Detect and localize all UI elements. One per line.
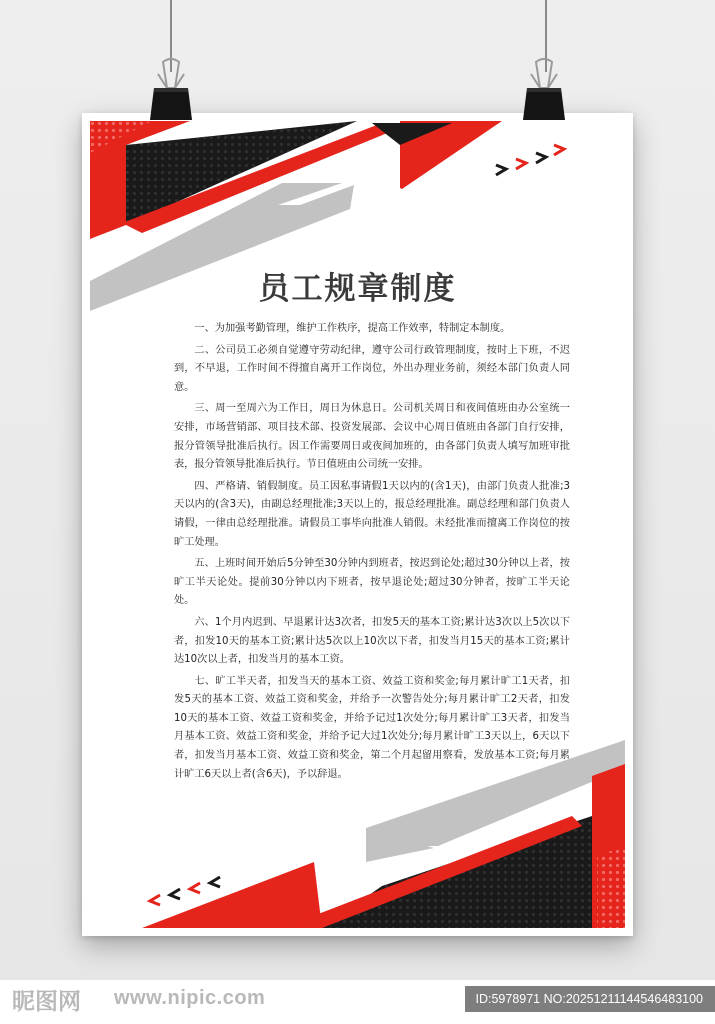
regulation-text (174, 320, 570, 787)
binder-clip-left-icon (148, 58, 194, 120)
paragraph-4: 四、严格请、销假制度。员工因私事请假1天以内的(含1天)，由部门负责人批准;3天以内的(含3天)，由副总经理批准;3天以上的，报总经理批准。副总经理和部门负责人请假，一律由总经理批准。请假员工事毕向批准人销假。未经批准而擅离工作岗位的按旷工处理。 (174, 480, 570, 548)
paragraph-7: 七、旷工半天者，扣发当天的基本工资、效益工资和奖金;每月累计旷工1天者，扣发5天的基本工资、效益工资和奖金，并给予一次警告处分;每月累计旷工2天者，扣发10天的基本工资、效益工资和奖金，并给予记过1次处分;每月累计旷工3天者，扣发当月基本工资、效益工资和奖金，并给予记大过1次处分;每月累计旷工3天以上，6天以下者，扣发当月基本工资、效益工资和奖金，第二个月起留用察看，发放基本工资;每月累计旷工6天以上者(含6天)，予以辞退。 (174, 675, 570, 780)
paragraph-1: 一、为加强考勤管理，维护工作秩序，提高工作效率，特制定本制度。 (194, 323, 511, 334)
watermark-id: ID:5978971 NO:20251211144546483100 (465, 986, 715, 1012)
chevron-arrows-right-icon (492, 139, 572, 179)
paragraph-3: 三、周一至周六为工作日，周日为休息日。公司机关周日和夜间值班由办公室统一安排，市场营销部、项目技术部、投资发展部、会议中心周日值班由各部门自行安排，报分管领导批准后执行。因工作需要周日或夜间加班的，由各部门负责人填写加班审批表，报分管领导批准后执行。节日值班由公司统一安排。 (174, 403, 570, 471)
paragraph-5: 五、上班时间开始后5分钟至30分钟内到班者，按迟到论处;超过30分钟以上者，按旷工半天论处。提前30分钟以内下班者，按早退论处;超过30分钟者，按旷工半天论处。 (174, 558, 570, 607)
page-title: 员工规章制度 (258, 271, 457, 307)
binder-clip-right-icon (521, 58, 567, 120)
paragraph-6: 六、1个月内迟到、早退累计达3次者，扣发5天的基本工资;累计达3次以上5次以下者，扣发10天的基本工资;累计达5次以上10次以下者，扣发当月15天的基本工资;累计达10次以上者，扣发当月的基本工资。 (174, 616, 570, 666)
paragraph-2: 二、公司员工必须自觉遵守劳动纪律，遵守公司行政管理制度，按时上下班，不迟到，不早退，工作时间不得擅自离开工作岗位，外出办理业务前，须经本部门负责人同意。 (174, 344, 570, 393)
bottom-decoration (82, 736, 633, 936)
watermark-footer (0, 980, 715, 1024)
watermark-logo: 昵图网 (12, 988, 81, 1015)
poster (82, 113, 633, 936)
watermark-url: www.nipic.com (114, 987, 266, 1009)
